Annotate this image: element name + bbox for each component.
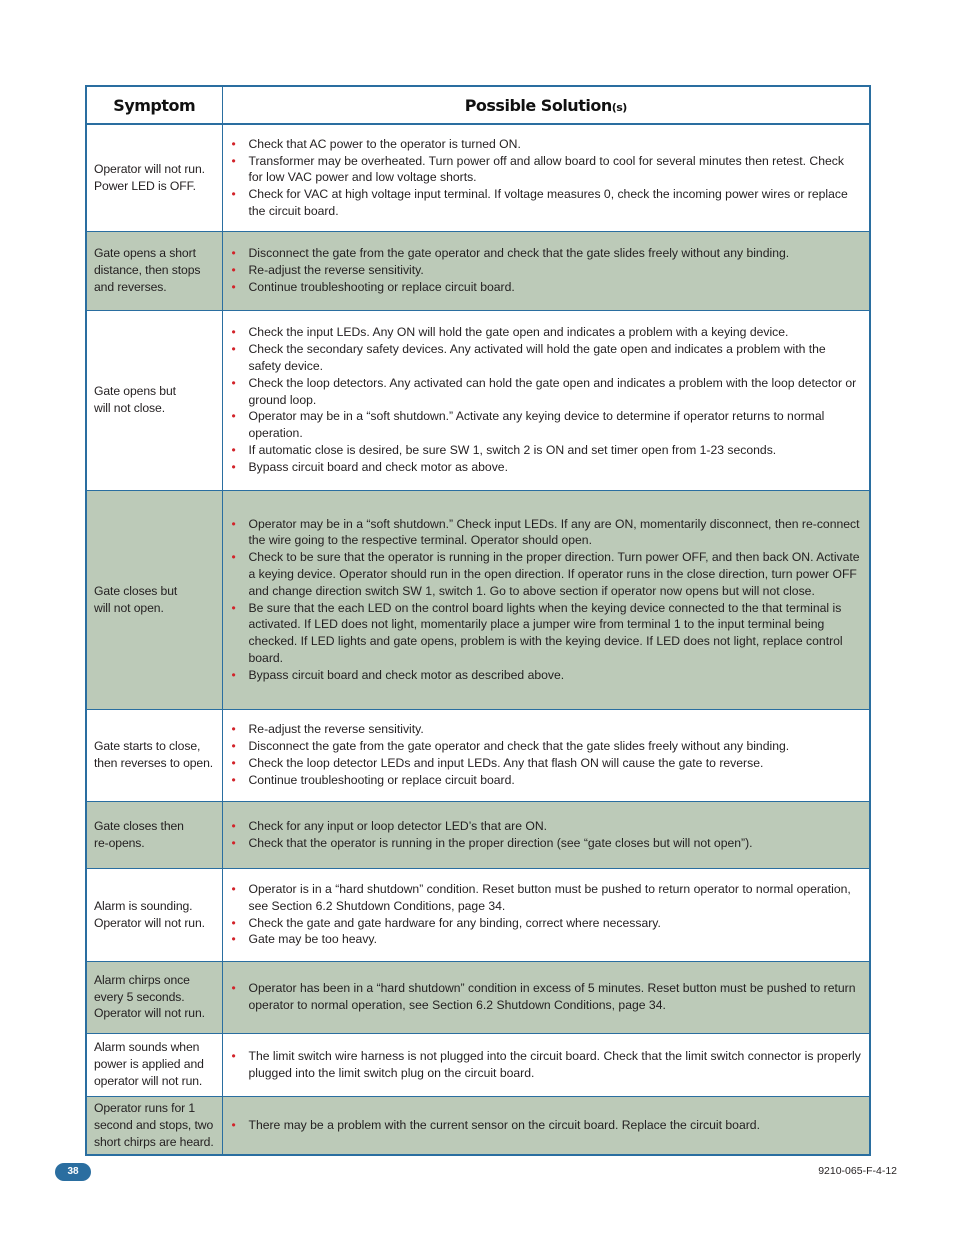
- symptom-line: power is applied and: [94, 1057, 204, 1072]
- symptom-cell: [87, 1033, 222, 1096]
- solution-item: • Check the loop detector LEDs and input LEDs. Any that flash ON will cause the gate to reverse.: [232, 755, 862, 772]
- page-number-badge: 38: [55, 1163, 91, 1181]
- table-row: [87, 709, 869, 801]
- solutions-list: [232, 516, 862, 684]
- table-row: [87, 961, 869, 1033]
- solution-item: • Check for any input or loop detector LED’s that are ON.: [232, 818, 862, 835]
- solution-item: • Check to be sure that the operator is running in the proper direction. Turn power OFF, and then back ON. Activate a keying device. Operator should run in the open direction. If operator runs in the close direction, turn power OFF and change direction switch SW 1, switch 1. Go to above section if operator now opens but will not close.: [232, 549, 862, 599]
- solution-item: • Check the loop detectors. Any activated can hold the gate open and indicates a problem with the loop detector or ground loop.: [232, 375, 862, 409]
- symptom-line: Gate closes but: [94, 583, 178, 598]
- symptom-line: Power LED is OFF.: [94, 178, 196, 193]
- symptom-line: re-opens.: [94, 835, 145, 850]
- solution-item: • Continue troubleshooting or replace circuit board.: [232, 279, 862, 296]
- symptom-line: Alarm sounds when: [94, 1040, 200, 1055]
- symptom-cell: [87, 709, 222, 801]
- table-header-row: [87, 87, 869, 124]
- solutions-cell: [222, 868, 869, 961]
- solutions-list: [232, 245, 862, 295]
- symptom-line: Operator runs for 1: [94, 1101, 196, 1116]
- table-row: [87, 1033, 869, 1096]
- solutions-list: [232, 136, 862, 220]
- symptom-line: Gate opens but: [94, 384, 176, 399]
- document-code: 9210-065-F-4-12: [818, 1165, 897, 1177]
- symptom-line: operator will not run.: [94, 1073, 203, 1088]
- solution-item: • Check the gate and gate hardware for any binding, correct where necessary.: [232, 915, 862, 932]
- symptom-cell: [87, 490, 222, 709]
- symptom-header: Symptom: [87, 87, 222, 124]
- symptom-line: Operator will not run.: [94, 1006, 205, 1021]
- solutions-list: [232, 721, 862, 788]
- table-row: [87, 310, 869, 490]
- solutions-header-suffix: (s): [611, 100, 627, 114]
- solutions-list: [232, 1117, 862, 1134]
- solutions-cell: [222, 490, 869, 709]
- solutions-list: [232, 881, 862, 948]
- solution-item: • Check the secondary safety devices. Any activated will hold the gate open and indicates a problem with the safety device.: [232, 341, 862, 375]
- table-row: [87, 490, 869, 709]
- symptom-cell: [87, 1096, 222, 1154]
- table-row: [87, 868, 869, 961]
- table-row: [87, 231, 869, 310]
- solutions-list: [232, 980, 862, 1014]
- symptom-line: second and stops, two: [94, 1117, 214, 1132]
- table-row: [87, 124, 869, 231]
- solution-item: • Disconnect the gate from the gate operator and check that the gate slides freely without any binding.: [232, 245, 862, 262]
- solution-item: • Operator may be in a “soft shutdown.” Activate any keying device to determine if operator returns to normal operation.: [232, 408, 862, 442]
- symptom-line: Alarm chirps once: [94, 972, 190, 987]
- solution-item: • Operator may be in a “soft shutdown.” Check input LEDs. If any are ON, momentarily disconnect, then re-connect the wire going to the respective terminal. Operator should open.: [232, 516, 862, 550]
- solution-item: • Check that the operator is running in the proper direction (see “gate closes but will not open”).: [232, 835, 862, 852]
- symptom-line: every 5 seconds.: [94, 989, 185, 1004]
- solution-item: • Re-adjust the reverse sensitivity.: [232, 721, 862, 738]
- symptom-cell: [87, 310, 222, 490]
- symptom-line: then reverses to open.: [94, 756, 214, 770]
- symptom-line: Alarm is sounding.: [94, 898, 193, 913]
- solution-item: • Transformer may be overheated. Turn power off and allow board to cool for several minutes then retest. Check for low VAC power and low voltage shorts.: [232, 153, 862, 187]
- symptom-line: Gate closes then: [94, 818, 184, 833]
- solution-item: • Re-adjust the reverse sensitivity.: [232, 262, 862, 279]
- symptom-cell: [87, 124, 222, 231]
- solution-item: • Check that AC power to the operator is turned ON.: [232, 136, 862, 153]
- symptom-line: will not open.: [94, 600, 164, 615]
- solutions-cell: [222, 1033, 869, 1096]
- solution-item: • Be sure that the each LED on the control board lights when the keying device connected to the that terminal is activated. If LED does not light, momentarily place a jumper wire from terminal 1 to the input terminal being checked. If LED lights and gate opens, problem is with the keying device. If LED does not light, replace control board.: [232, 600, 862, 667]
- solution-item: • Bypass circuit board and check motor as described above.: [232, 667, 862, 684]
- solutions-list: [232, 324, 862, 475]
- table-row: [87, 1096, 869, 1154]
- symptom-line: Operator will not run.: [94, 915, 205, 930]
- symptom-line: Gate starts to close,: [94, 739, 201, 754]
- symptom-line: Gate opens a short: [94, 246, 196, 261]
- solution-item: • Gate may be too heavy.: [232, 931, 862, 948]
- symptom-line: will not close.: [94, 401, 165, 415]
- solution-item: • Check for VAC at high voltage input terminal. If voltage measures 0, check the incoming power wires or replace the circuit board.: [232, 186, 862, 220]
- solution-item: • There may be a problem with the current sensor on the circuit board. Replace the circuit board.: [232, 1117, 862, 1134]
- symptom-cell: [87, 868, 222, 961]
- solution-item: • Operator is in a “hard shutdown” condition. Reset button must be pushed to return operator to normal operation, see Section 6.2 Shutdown Conditions, page 34.: [232, 881, 862, 915]
- symptom-line: short chirps are heard.: [94, 1134, 214, 1149]
- solution-item: • Continue troubleshooting or replace circuit board.: [232, 772, 862, 789]
- solutions-cell: [222, 709, 869, 801]
- solutions-list: [232, 818, 862, 852]
- symptom-cell: [87, 231, 222, 310]
- solution-item: • Disconnect the gate from the gate operator and check that the gate slides freely without any binding.: [232, 738, 862, 755]
- symptom-line: and reverses.: [94, 279, 167, 294]
- symptom-line: distance, then stops: [94, 263, 201, 278]
- solution-item: • Operator has been in a “hard shutdown” condition in excess of 5 minutes. Reset button must be pushed to return operator to normal operation, see Section 6.2 Shutdown Conditions, page 34.: [232, 980, 862, 1014]
- solutions-header: [222, 87, 869, 124]
- solutions-cell: [222, 801, 869, 868]
- solution-item: • Bypass circuit board and check motor as above.: [232, 459, 862, 476]
- solutions-list: [232, 1048, 862, 1082]
- troubleshooting-table: [85, 85, 871, 1156]
- solutions-cell: [222, 231, 869, 310]
- table-row: [87, 801, 869, 868]
- solutions-header-main: Possible Solution: [464, 95, 612, 115]
- solution-item: • The limit switch wire harness is not plugged into the circuit board. Check that the limit switch connector is properly plugged into the limit switch plug on the circuit board.: [232, 1048, 862, 1082]
- solution-item: • Check the input LEDs. Any ON will hold the gate open and indicates a problem with a keying device.: [232, 324, 862, 341]
- symptom-line: Operator will not run.: [94, 161, 205, 176]
- symptom-cell: [87, 961, 222, 1033]
- symptom-cell: [87, 801, 222, 868]
- solutions-cell: [222, 1096, 869, 1154]
- solutions-cell: [222, 310, 869, 490]
- solutions-cell: [222, 124, 869, 231]
- solution-item: • If automatic close is desired, be sure SW 1, switch 2 is ON and set timer open from 1-23 seconds.: [232, 442, 862, 459]
- solutions-cell: [222, 961, 869, 1033]
